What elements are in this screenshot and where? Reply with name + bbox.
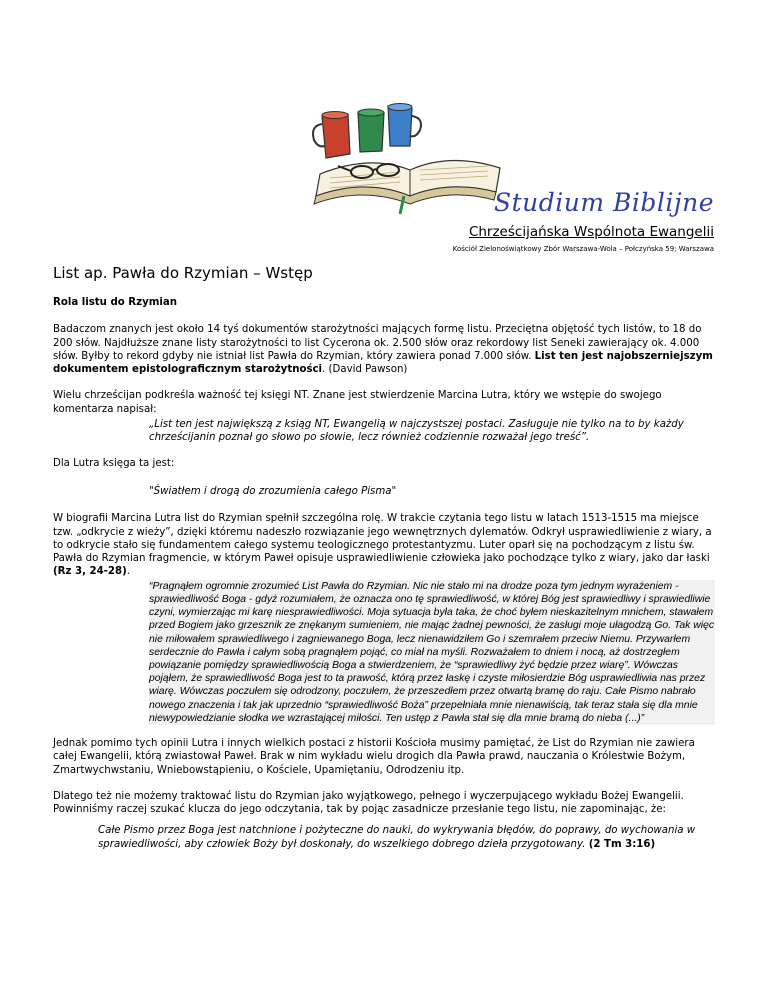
paragraph: W biografii Marcina Lutra list do Rzymian spełnił szczególna rolę. W trakcie czytania tego listu w latach 1513-1515 ma miejsce tzw. „odkrycie z wieży”, dzięki któremu nadeszło rozwiązanie jego wewnętrznych dylematów. Odkrył usprawiedliwienie z wiary, a to odkrycie stało się fundamentem całego systemu teologicznego protestantyzmu. Luter oparł się na pochodzącym z listu św. Pawła do Rzymian fragmencie, w którym Paweł opisuje usprawiedliwienie człowieka jako pochodzące tylko z wiary, jako dar łaski (Rz 3, 24-28). <box>53 513 712 578</box>
luther-testimony-quote: “Pragnąłem ogromnie zrozumieć List Pawła do Rzymian. Nic nie stało mi na drodze poza tym jednym wyrażeniem - sprawiedliwość Boga - gdyż rozumiałem, że oznacza ono tę sprawiedliwość, w której Bóg jest sprawiedliwy i sprawiedliwie czyni, wymierzając mi karę niesprawiedliwości. Moja sytuacja była taka, że choć byłem nieskazitelnym mnichem, stawałem przed Bogiem jako grzesznik ze znękanym sumieniem, nie mając żadnej pewności, że zasługi moje ułagodzą Go. Tak więc nie miłowałem sprawiedliwego i zagniewanego Boga, lecz nienawidziłem Go i szemrałem przeciw Niemu. Przywarłem serdecznie do Pawła i całym sobą pragnąłem pojąć, co miał na myśli. Rozważałem to dniem i nocą, aż dostrzegłem powiązanie pomiędzy sprawiedliwością Boga a stwierdzeniem, że “sprawiedliwy żyć będzie przez wiarę”. Wówczas pojąłem, że sprawiedliwość Boga jest to ta prawość, którą przez łaskę i czyste miłosierdzie Bóg usprawiedliwia nas przez wiarę. Wówczas poczułem się odrodzony, poczułem, że przeszedłem przez otwartą bramę do raju. Całe Pismo nabrało nowego znaczenia i tak jak uprzednio “sprawiedliwość Boża” przepełniała mnie nienawiścią, tak teraz stała się dla mnie niewypowiedzianie słodka we wzrastającej miłości. Ten ustęp z Pawła stał się dla mnie bramą do nieba (...)” <box>149 580 715 724</box>
emphasis: List ten jest najobszerniejszym dokumentem epistolograficznym starożytności <box>53 350 713 376</box>
section-heading: Rola listu do Rzymian <box>53 297 177 308</box>
brand-title: Studium Biblijne <box>493 188 714 217</box>
luther-quote: „List ten jest największą z ksiąg NT, Ewangelią w najczystszej postaci. Zasługuje nie tylko na to by każdy chrześcijanin poznał go słowo po słowie, lecz również codziennie rozważał jego treść”. <box>149 419 684 444</box>
paragraph: Dla Lutra księga ta jest: <box>53 457 175 469</box>
paragraph: Wielu chrześcijan podkreśla ważność tej księgi NT. Znane jest stwierdzenie Marcina Lutra, który we wstępie do swojego komentarza napisał: <box>53 390 662 415</box>
organization-name: Chrześcijańska Wspólnota Ewangelii <box>468 224 714 240</box>
luther-short-quote: "Światłem i drogą do zrozumienia całego Pisma" <box>149 485 397 497</box>
paragraph: Jednak pomimo tych opinii Lutra i innych wielkich postaci z historii Kościoła musimy pamiętać, że List do Rzymian nie zawiera całej Ewangelii, którą zwiastował Paweł. Brak w nim wykładu wielu drogich dla Pawła prawd, nauczania o Królestwie Bożym, Zmartwychwstaniu, Wniebowstąpieniu, o Kościele, Upamiętaniu, Odrodzeniu itp. <box>53 737 695 776</box>
scripture-reference: (2 Tm 3:16) <box>588 838 656 850</box>
document-body <box>53 264 715 851</box>
green-mug-icon <box>358 109 384 152</box>
scripture-reference: (Rz 3, 24-28) <box>53 566 127 578</box>
church-address: Kościół Zielonoświątkowy Zbór Warszawa-Wola – Połczyńska 59; Warszawa <box>452 245 714 253</box>
paragraph: Badaczom znanych jest około 14 tyś dokumentów starożytności mających formę listu. Przeciętna objętość tych listów, to 18 do 200 słów. Najdłuższe znane listy starożytności to list Cycerona ok. 2.500 słów oraz rekordowy list Seneki zawierający ok. 4.000 słów. Byłby to rekord gdyby nie istniał list Pawła do Rzymian, który zawiera ponad 7.000 słów. List ten jest najobszerniejszym dokumentem epistolograficznym starożytności. (David Pawson) <box>53 324 713 376</box>
document-title: List ap. Pawła do Rzymian – Wstęp <box>53 264 313 282</box>
bible-and-mugs-illustration <box>300 96 505 216</box>
scripture-quote: Całe Pismo przez Boga jest natchnione i pożyteczne do nauki, do wykrywania błędów, do poprawy, do wychowania w sprawiedliwości, aby człowiek Boży był doskonały, do wszelkiego dobrego dzieła przygotowany. (2 Tm 3:16) <box>98 825 696 850</box>
blue-mug-icon <box>388 104 421 147</box>
paragraph: Dlatego też nie możemy traktować listu do Rzymian jako wyjątkowego, pełnego i wyczerpującego wykładu Bożej Ewangelii. Powinniśmy raczej szukać klucza do jego odczytania, tak by pojąc zasadnicze przesłanie tego listu, nie zapominając, że: <box>53 790 684 816</box>
red-mug-icon <box>313 112 350 159</box>
